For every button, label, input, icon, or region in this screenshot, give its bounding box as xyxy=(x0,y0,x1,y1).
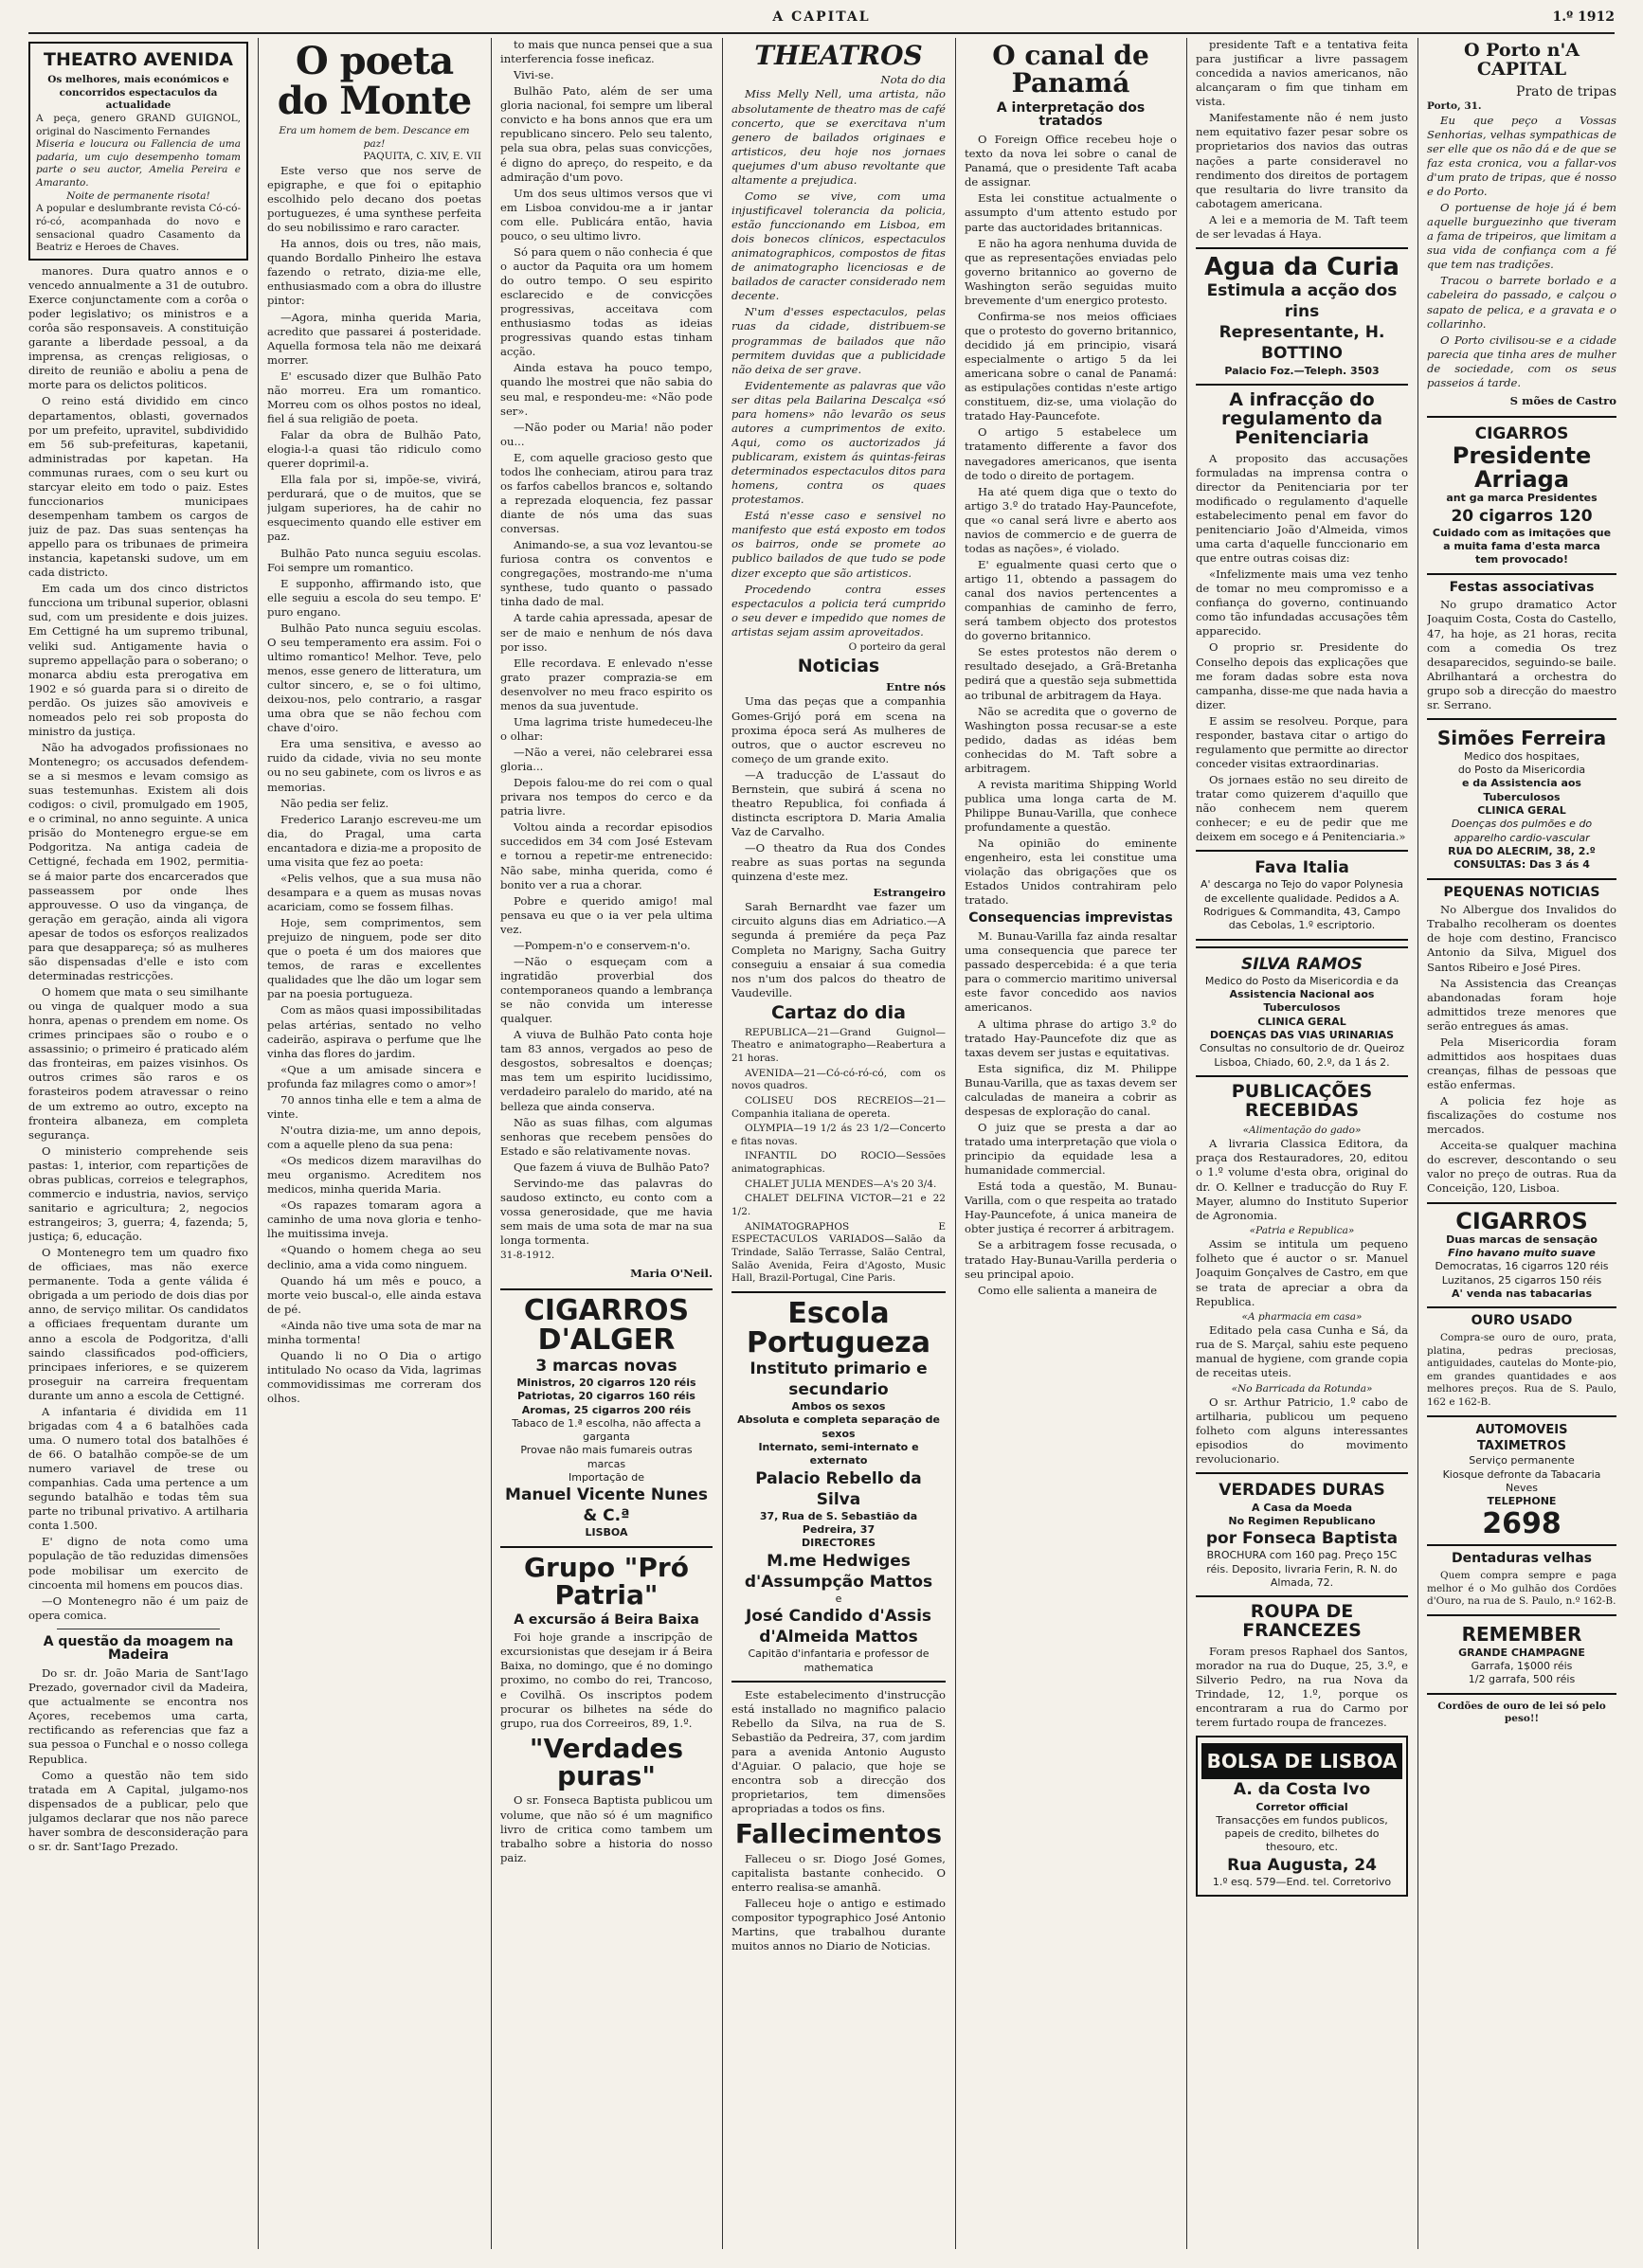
column-rule xyxy=(258,38,259,2249)
article-subheadline: Estrangeiro xyxy=(873,886,946,900)
article-paragraph: Não ha advogados profissionaes no Montenegro; os accusados defendem-se a si mesmos e levam comsigo as suas testemunhas. Existem ali dois codigos: o civil, promulgado em 1905, e o criminal, no anno seguinte. A unica prisão do Montenegro ergue-se em Podgoritza. Na antiga cadeia de Cettigné, fechada em 1902, permitia-se á maior parte dos encarcerados que passeassem por onde lhes approuvesse. O uso da vingança, de geração em geração, ainda ali vigora apesar de todos os esforços realizados para que desappareça; só as mulheres são dispensadas d'elle e isto com determinadas restricções. xyxy=(28,740,248,982)
article-headline: A questão da moagem na Madeira xyxy=(43,1633,234,1664)
ad-line: 3 marcas novas xyxy=(535,1356,677,1376)
article-signature: Maria O'Neil. xyxy=(630,1266,713,1280)
article-paragraph: Editado pela casa Cunha e Sá, da rua de S. Marçal, sahiu este pequeno manual de hygiene, com grande copia de receitas uteis. xyxy=(1196,1323,1408,1380)
article-headline: O canal de Panamá xyxy=(992,40,1149,99)
article-paragraph: Miss Melly Nell, uma artista, não absolutamente de theatro mas de café concerto, que se exercitava n'um genero de bailados originaes e artisticos, deu hoje nos jornaes quejumes d'um abuso revoltante que altamente a prejudica. xyxy=(731,87,946,187)
article-paragraph: O Porto civilisou-se e a cidade parecia que tinha ares de mulher de sociedade, com os seus passeios á tarde. xyxy=(1427,333,1616,389)
article-paragraph: O homem que mata o seu similhante ou vinga de qualquer modo a sua honra, apenas o prendem em nome. Os crimes principaes são o roubo e o assassinio; o primeiro é praticado além das fronteiras, em paizes visinhos. Os outros crimes são raros e os forasteiros podem atravessar o reino de um extremo ao outro, excepto na fronteira albaneza, em completa segurança. xyxy=(28,985,248,1142)
article-paragraph: A livraria Classica Editora, da praça dos Restauradores, 20, editou o 1.º volume d'esta obra, original do dr. O. Kellner e traducção do Ruy F. Mayer, alumno do Instituto Superior de Agronomia. xyxy=(1196,1137,1408,1222)
ad-line: Palacio Foz.—Teleph. 3503 xyxy=(1224,364,1380,377)
article-paragraph: Falleceu o sr. Diogo José Gomes, capitalista bastante conhecido. O enterro realisa-se amanhã. xyxy=(731,1851,946,1894)
automoveis-ad xyxy=(1427,1415,1616,1546)
column-rule xyxy=(491,38,492,2249)
ad-line: Capitão d'infantaria e professor de mathematica xyxy=(748,1647,930,1674)
ad-line: Transacções em fundos publicos, papeis de credito, bilhetes do thesouro, etc. xyxy=(1216,1813,1388,1854)
article-paragraph: Animando-se, a sua voz levantou-se furiosa contra os conventos e congregações, mostrando-me n'uma synthese, tudo quanto o passado tinha dado de mal. xyxy=(500,538,713,609)
article-headline: O poeta do Monte xyxy=(277,39,472,123)
article-signature: O porteiro da geral xyxy=(848,640,946,653)
article-subheadline: A excursão á Beira Baixa xyxy=(514,1611,699,1628)
ad-line: Garrafa, 1$000 réis xyxy=(1471,1660,1573,1673)
ad-line: Importação de xyxy=(568,1471,644,1484)
article-paragraph: Como se vive, com uma injustificavel tolerancia da policia, estão funccionando em Lisboa, em dois bonecos clínicos, espectaculos animatographicos, compostos de fitas de animatographo licenciosas e de bailados de caracter considerado nem decente. xyxy=(731,189,946,303)
article-paragraph: Como a questão não tem sido tratada em A Capital, julgamo-nos dispensados de a publicar, pelo que julgamos declarar que nos não parece haver sombra de desconsideração para o sr. dr. Sant'Iago Prezado. xyxy=(28,1768,248,1853)
article-paragraph: to mais que nunca pensei que a sua interferencia fosse ineficaz. xyxy=(500,38,713,66)
article-headline: O Porto n'A CAPITAL xyxy=(1463,40,1580,80)
article-paragraph: Evidentemente as palavras que vão ser ditas pela Bailarina Descalça «só para homens» não levarão os seus autores a cumprimentos de exito. Aqui, como os auctorizados já publicaram, existem ás quintas-feiras determinados espectaculos ditos para homens, contra os quaes protestamos. xyxy=(731,378,946,507)
article-paragraph: Vivi-se. xyxy=(514,68,554,82)
article-headline: Noticias xyxy=(797,656,880,677)
article-paragraph: O portuense de hoje já é bem aquelle burguezinho que tiveram a fama de tripeiros, que limitam a sua vida de confiança com a fé que tem nas tradições. xyxy=(1427,201,1616,272)
ad-line: LISBOA xyxy=(585,1526,628,1539)
article-headline: Cartaz do dia xyxy=(771,1001,906,1023)
article-paragraph: Está n'esse caso e sensivel no manifesto que está exposto em todos os bairros, onde se promete ao publico bailados de que tudo se pode dizer excepto que são artisticos. xyxy=(731,509,946,580)
ad-title: VERDADES DURAS xyxy=(1219,1481,1385,1501)
ad-line: A Casa da Moeda xyxy=(1251,1501,1353,1514)
epigraph-source: PAQUITA, C. XIV, E. VII xyxy=(363,151,481,163)
article-paragraph: Os jornaes estão no seu direito de tratar como quizerem d'aquillo que não conhecem nem querem conhecer; e eu de pedir que me deixem em socego e á Penitenciaria.» xyxy=(1196,773,1408,844)
article-date: 31-8-1912. xyxy=(500,1250,555,1262)
ad-line: Luzitanos, 25 cigarros 150 réis xyxy=(1441,1273,1602,1287)
cartaz-item: CHALET JULIA MENDES—A's 20 3/4. xyxy=(745,1178,937,1190)
article-paragraph: —Pompem-n'o e conservem-n'o. xyxy=(514,938,691,952)
article-paragraph: manores. Dura quatro annos e o vencedo annualmente a 31 de outubro. Exerce conjunctamente com a corôa o poder legislativo; os ministros e a corôa são responsaveis. A constituição garante a liberdade pessoal, a da imprensa, as crenças religiosas, o direito de reunião e aboliu a pena de morte para os delictos politicos. xyxy=(28,263,248,392)
bolsa-de-lisboa-ad xyxy=(1196,1736,1408,1897)
article-paragraph: Procedendo contra esses espectaculos a policia terá cumprido o seu dever e impedido que nomes de artistas sejam assim aproveitados. xyxy=(731,582,946,639)
ad-line: Assistencia Nacional aos Tuberculosos xyxy=(1229,988,1375,1015)
article-paragraph: Como elle salienta a maneira de xyxy=(978,1283,1158,1297)
article-paragraph: —Agora, minha querida Maria, acredito que passarei á posteridade. Aquella formosa tela não me deixará morrer. xyxy=(267,310,481,367)
ad-line: Cordões de ouro de lei só pelo peso!! xyxy=(1437,1700,1606,1725)
ad-line: e xyxy=(835,1592,842,1605)
article-paragraph: Depois falou-me do rei com o qual privara nos tempos do cerco e da patria livre. xyxy=(500,776,713,819)
article-paragraph: Compra-se ouro de ouro, prata, platina, pedras preciosas, antiguidades, cautelas do Monte-pio, em grandes quantidades e aos melhores preços. Rua de S. Paulo, 162 e 162-B. xyxy=(1427,1331,1616,1409)
ad-line: A' descarga no Tejo do vapor Polynesia de excellente qualidade. Pedidos a A. Rodrigues & Commandita, 43, Campo das Cebolas, 1.º escriptorio. xyxy=(1201,878,1403,932)
article-paragraph: «Os medicos dizem maravilhas do meu organismo. Acreditem nos medicos, minha querida Maria. xyxy=(267,1154,481,1197)
article-paragraph: Eu que peço a Vossas Senhorias, velhas sympathicas de ser elle que os não dá e de que se faz esta cronica, vou a fallar-vos d'um prato de tripas, que é nosso e do Porto. xyxy=(1427,113,1616,199)
article-paragraph: E' escusado dizer que Bulhão Pato não morreu. Era um romantico. Morreu com os olhos postos no ideal, fiel á sua religião de poeta. xyxy=(267,369,481,425)
article-paragraph: Esta lei constitue actualmente o assumpto d'um attento estudo por parte das auctoridades britannicas. xyxy=(965,191,1177,234)
article-headline: "Verdades puras" xyxy=(529,1732,684,1792)
ad-line: 1/2 garrafa, 500 réis xyxy=(1468,1673,1576,1686)
ad-title: BOLSA DE LISBOA xyxy=(1201,1743,1402,1779)
article-paragraph: Na Assistencia das Creanças abandonadas foram hoje admittidos treze menores que serão entregues ás amas. xyxy=(1427,976,1616,1033)
article-subheadline: Entre nós xyxy=(886,680,946,694)
ad-line: GRANDE CHAMPAGNE xyxy=(1458,1646,1585,1659)
ad-line: Corretor official xyxy=(1255,1800,1348,1813)
ad-line: Absoluta e completa separação de sexos xyxy=(737,1413,940,1440)
ad-line: Os melhores, mais económicos e concorridos espectaculos da actualidade xyxy=(47,73,229,112)
article-paragraph: «Infelizmente mais uma vez tenho de tomar no meu compromisso e a confiança do governo, continuando como tão infundadas accusações têm apparecido. xyxy=(1196,567,1408,639)
article-paragraph: O sr. Arthur Patricio, 1.º cabo de artilharia, publicou um pequeno folheto com alguns interessantes episodios do movimento revolucionario. xyxy=(1196,1395,1408,1467)
article-paragraph: Elle recordava. E enlevado n'esse grato prazer comprazia-se em desenvolver no meu fraco espirito os menos da sua juventude. xyxy=(500,656,713,712)
simoes-ferreira-ad xyxy=(1427,718,1616,880)
article-paragraph: Que fazem á viuva de Bulhão Pato? xyxy=(514,1160,710,1174)
article-paragraph: Servindo-me das palavras do saudoso extincto, eu conto com a vossa generosidade, que me havia sem mais de uma sota de mar na sua longa tormenta. xyxy=(500,1176,713,1248)
ad-line: Democratas, 16 cigarros 120 réis xyxy=(1435,1260,1609,1273)
article-paragraph: No grupo dramatico Actor Joaquim Costa, Costa do Castello, 47, ha hoje, as 21 horas, recita com a comedia Os trez desaparecidos, seguindo-se baile. Abrilhantará a orchestra do grupo sob a direcção do maestro sr. Serrano. xyxy=(1427,598,1616,711)
article-subheadline: «No Barricada da Rotunda» xyxy=(1231,1382,1373,1395)
article-headline: PUBLICAÇÕES RECEBIDAS xyxy=(1231,1080,1373,1121)
article-paragraph: Tracou o barrete borlado e a cabeleira do passado, e calçou o sapato de pelica, e a gravata e o collarinho. xyxy=(1427,274,1616,331)
epigraph: Era um homem de bem. Descance em paz! xyxy=(279,125,470,150)
article-paragraph: Quando li no O Dia o artigo intitulado No ocaso da Vida, lagrimas commovidissimas me correram dos olhos. xyxy=(267,1348,481,1406)
article-paragraph: A tarde cahia apressada, apesar de ser de maio e nenhum de nós dava por isso. xyxy=(500,611,713,654)
column-7 xyxy=(1427,38,1616,2249)
article-paragraph: Bulhão Pato, além de ser uma gloria nacional, foi sempre um liberal convicto e ha bons annos que era um republicano sincero. Pelo seu talento, pela sua obra, pelas suas convicções, é digno do apreço, do respeito, e da admiração d'um povo. xyxy=(500,84,713,184)
ad-line: TELEPHONE xyxy=(1487,1495,1557,1508)
article-paragraph: Não se acredita que o governo de Washington possa recusar-se a este pedido, dadas as idéas bem conhecidas do M. Taft sobre a arbitragem. xyxy=(965,704,1177,775)
article-paragraph: Pela Misericordia foram admittidos aos hospitaes duas creanças, filhas de pessoas que estão enfermas. xyxy=(1427,1035,1616,1091)
ad-line: Estimula a acção dos rins xyxy=(1206,281,1398,322)
article-paragraph: A policia fez hoje as fiscalizações do costume nos mercados. xyxy=(1427,1094,1616,1137)
article-paragraph: E, com aquelle gracioso gesto que todos lhe conheciam, atirou para traz os farfos cabellos brancos e, soltando a reprezada eloquencia, fez passar diante de nós uma das suas conversas. xyxy=(500,450,713,536)
article-paragraph: Ha até quem diga que o texto do artigo 3.º do tratado Hay-Pauncefote, que «o canal será livre e aberto aos navios de commercio e de guerra de todas as nações», é violado. xyxy=(965,484,1177,555)
article-paragraph: —Não o esqueçam com a ingratidão proverbial dos contemporaneos quando a lembrança se não convida um interesse qualquer. xyxy=(500,954,713,1026)
article-paragraph: —O theatro da Rua dos Condes reabre as suas portas na segunda quinzena d'este mez. xyxy=(731,841,946,884)
fava-italia-ad xyxy=(1196,850,1408,940)
column-4 xyxy=(731,38,946,2249)
ad-line: Duas marcas de sensação xyxy=(1446,1233,1598,1246)
silva-ramos-ad xyxy=(1196,946,1408,1077)
ad-line: A popular e deslumbrante revista Có-có-ró-có, acompanhada do novo e sensacional quadro Casamento da Beatriz e Heroes de Chaves. xyxy=(36,203,241,254)
article-paragraph: Falar da obra de Bulhão Pato, elogia-l-a quasi tão ridiculo como querer doprimil-a. xyxy=(267,428,481,471)
ad-line: BROCHURA com 160 pag. Preço 15C réis. Deposito, livraria Ferin, R. N. do Almada, 72. xyxy=(1206,1549,1398,1589)
article-paragraph: Manifestamente não é nem justo nem equitativo fazer pesar sobre os proprietarios dos navios das outras nações a parte consideravel no rendimento dos direitos de portagem que resultaria do livre transito da cabotagem americana. xyxy=(1196,111,1408,210)
ad-line: Medico dos hospitaes, xyxy=(1463,749,1580,763)
article-paragraph: Frederico Laranjo escreveu-me um dia, do Pragal, uma carta encantadora e dizia-me a proposito de uma visita que fez ao poeta: xyxy=(267,812,481,869)
ad-line: A' venda nas tabacarias xyxy=(1451,1287,1593,1300)
ad-line: RUA DO ALECRIM, 38, 2.º xyxy=(1448,844,1596,857)
article-signature: S mões de Castro xyxy=(1509,393,1616,407)
article-paragraph: —O Montenegro não é um paiz de opera comica. xyxy=(28,1593,248,1622)
article-paragraph: Do sr. dr. João Maria de Sant'Iago Prezado, governador civil da Madeira, que actualmente se encontra nos Açores, recebemos uma carta, rectificando as referencias que faz a sua pessoa o Funchal e o nosso collega Republica. xyxy=(28,1666,248,1766)
ad-line: Tabaco de 1.ª escolha, não affecta a garganta xyxy=(512,1416,701,1444)
article-paragraph: Foram presos Raphael dos Santos, morador na rua do Duque, 25, 3.º, e Silverio Pedro, na rua Nova da Trindade, 12, 1.º, porque os encontraram a rua do Carmo por terem furtado roupa de francezes. xyxy=(1196,1645,1408,1730)
article-headline: Fallecimentos xyxy=(734,1818,943,1850)
article-paragraph: Só para quem o não conhecia é que o auctor da Paquita ora um homem do outro tempo. O seu espirito esclarecido e de convicções progressivas, acceitava com enthusiasmo todas as ideias progressivas quando estas tinham acção. xyxy=(500,244,713,359)
article-paragraph: Bulhão Pato nunca seguiu escolas. Foi sempre um romantico. xyxy=(267,546,481,574)
article-paragraph: Pobre e querido amigo! mal pensava eu que o ia ver pela ultima vez. xyxy=(500,893,713,936)
article-paragraph: «Quando o homem chega ao seu declinio, ama a vida como ninguem. xyxy=(267,1243,481,1271)
article-paragraph: E não ha agora nenhuma duvida de que as representações enviadas pelo governo britannico ao governo de Washington serão seguidas muito brevemente d'um energico protesto. xyxy=(965,236,1177,307)
article-paragraph: Assim se intitula um pequeno folheto que é auctor o sr. Manuel Joaquim Gonçalves de Castro, em que se trata de apreciar a obra da Republica. xyxy=(1196,1237,1408,1308)
column-rule xyxy=(955,38,956,2249)
article-paragraph: Era uma sensitiva, e avesso ao ruido da cidade, vivia no seu monte ou no seu gabinete, com os livros e as memorias. xyxy=(267,737,481,794)
cartaz-item: COLISEU DOS RECREIOS—21—Companhia italiana de opereta. xyxy=(731,1094,946,1120)
column-5 xyxy=(965,38,1177,2249)
article-paragraph: A proposito das accusações formuladas na imprensa contra o director da Penitenciaria por ter modificado o regulamento d'aquelle estabelecimento penal em favor do penitenciario João d'Almeida, vimos uma carta d'aquelle funccionario em que entre outras coisas diz: xyxy=(1196,451,1408,566)
article-paragraph: Hoje, sem comprimentos, sem prejuizo de ninguem, pode ser dito que o poeta é um dos maiores que temos, de raras e excellentes qualidades que lhe dão um logar sem par na poesia portugueza. xyxy=(267,916,481,1001)
cartaz-item: ANIMATOGRAPHOS E ESPECTACULOS VARIADOS—Salão da Trindade, Salão Terrasse, Salão Central, Salão Avenida, Feira d'Agosto, Music Hall, Brazil-Portugal, Cine Paris. xyxy=(731,1220,946,1285)
ad-line: CONSULTAS: Das 3 ás 4 xyxy=(1453,858,1590,872)
article-paragraph: «Ainda não tive uma sota de mar na minha tormenta! xyxy=(267,1318,481,1346)
ad-line: Miseria e loucura ou Fallencia de uma padaria, um cujo desempenho tomam parte o seu auctor, Amelia Pereira e Amaranto. xyxy=(36,138,241,189)
article-paragraph: E' digno de nota como uma população de tão reduzidas dimensões pode mobilisar um exercito de cincoenta mil homens em poucos dias. xyxy=(28,1535,248,1592)
article-subheadline: Consequencias imprevistas xyxy=(968,910,1173,927)
ad-line: Ambos os sexos xyxy=(791,1400,886,1413)
ad-title: Agua da Curia xyxy=(1204,252,1399,281)
article-paragraph: Quando há um mês e pouco, a morte veio buscal-o, elle ainda estava de pé. xyxy=(267,1273,481,1316)
ad-line: Kiosque defronte da Tabacaria Neves xyxy=(1442,1467,1601,1495)
agua-da-curia-ad xyxy=(1196,247,1408,386)
cigarros-ad xyxy=(1427,1202,1616,1309)
article-headline: PEQUENAS NOTICIAS xyxy=(1443,884,1600,900)
article-paragraph: E assim se resolveu. Porque, para responder, bastava citar o artigo do regulamento que permitte ao director conceder visitas extraordinarias. xyxy=(1196,713,1408,770)
cartaz-item: INFANTIL DO ROCIO—Sessões animatographicas. xyxy=(731,1150,946,1176)
article-paragraph: Está toda a questão, M. Bunau-Varilla, com o que respeita ao tratado Hay-Pauncefote, á unica maneira de obter justiça é recorrer á arbitragem. xyxy=(965,1179,1177,1236)
ad-line: A peça, genero GRAND GUIGNOL, original do Nascimento Fernandes xyxy=(36,112,241,137)
column-1 xyxy=(28,38,248,2249)
article-paragraph: Sarah Bernardht vae fazer um circuito alguns dias em Adriatico.—A segunda á premiére da peça Paz Completa no Marigny, Sacha Guitry conseguiu a ensaiar á sua comedia nos n'um dos palcos do theatro de Vaudeville. xyxy=(731,900,946,999)
ad-line: 37, Rua de S. Sebastião da Pedreira, 37 xyxy=(759,1509,918,1537)
article-paragraph: Ainda estava ha pouco tempo, quando lhe mostrei que não sabia do seu mal, e respondeu-me: «Não pode ser». xyxy=(500,361,713,418)
article-headline: Dentaduras velhas xyxy=(1452,1551,1592,1567)
article-paragraph: A viuva de Bulhão Pato conta hoje tam 83 annos, vergados ao peso de desgostos, sobresaltos e doenças; mas tem um espirito lucidissimo, verdadeiro paralelo do marido, até na belleza que ainda conserva. xyxy=(500,1028,713,1113)
article-paragraph: —Não poder ou Maria! não poder ou... xyxy=(500,420,713,448)
article-paragraph: Acceita-se qualquer machina do escrever, descontando o seu valor no preço de outras. Rua da Conceição, 120, Lisboa. xyxy=(1427,1139,1616,1196)
article-paragraph: Na opinião do eminente engenheiro, esta lei constitue uma violação das obrigações que os Estados Unidos contrahiram pelo tratado. xyxy=(965,837,1177,908)
article-paragraph: O ministerio comprehende seis pastas: 1, interior, com repartições de obras publicas, correios e telegraphos, commercio e industria, navios, serviço sanitario e agricultura; 2, negocios estrangeiros; 3, guerra; 4, fazenda; 5, justiça; 6, educação. xyxy=(28,1143,248,1244)
column-rule xyxy=(1417,38,1418,2249)
article-headline: Festas associativas xyxy=(1449,579,1595,595)
article-paragraph: «Os rapazes tomaram agora a caminho de uma nova gloria e tenho-lhe muitissima inveja. xyxy=(267,1198,481,1241)
cartaz-item: CHALET DELFINA VICTOR—21 e 22 1/2. xyxy=(731,1193,946,1218)
article-paragraph: A revista maritima Shipping World publica uma longa carta de M. Philippe Bunau-Varilla, que conhece profundamente a questão. xyxy=(965,777,1177,835)
ad-line: Palacio Rebello da Silva xyxy=(755,1468,922,1509)
masthead-title: A CAPITAL xyxy=(772,9,871,25)
article-paragraph: No Albergue dos Invalidos do Trabalho recolheram os doentes de hoje com destino, Francisco Antonio da Silva, Miguel dos Santos Ribeiro e José Pires. xyxy=(1427,903,1616,974)
article-paragraph: E supponho, affirmando isto, que elle seguiu a escola do seu tempo. E' puro engano. xyxy=(267,576,481,619)
ad-title: Presidente Arriaga xyxy=(1452,442,1592,494)
article-paragraph: A ultima phrase do artigo 3.º do tratado Hay-Pauncefote diz que as taxas devem ser justas e equitativas. xyxy=(965,1017,1177,1059)
article-paragraph: Foi hoje grande a inscripção de excursionistas que desejam ir á Beira Baixa, no domingo, que é no domingo proximo, no combo do rei, Trancoso, e Covilhã. Os inscriptos podem procurar os bilhetes na séde do grupo, rua dos Correeiros, 89, 1.º. xyxy=(500,1630,713,1730)
ad-line: Consultas no consultorio de dr. Queiroz Lisboa, Chiado, 60, 2.º, da 1 ás 2. xyxy=(1200,1042,1404,1069)
article-paragraph: O juiz que se presta a dar ao tratado uma interpretação que viola o principio da equidade lesa a humanidade commercial. xyxy=(965,1120,1177,1178)
ad-line: Representante, H. BOTTINO xyxy=(1219,323,1385,364)
article-headline: ROUPA DE FRANCEZES xyxy=(1242,1601,1362,1642)
article-paragraph: Não as suas filhas, com algumas senhoras que recebem pensões do Estado e são relativamente novas. xyxy=(500,1115,713,1158)
article-paragraph: O Foreign Office recebeu hoje o texto da nova lei sobre o canal de Panamá, que o presidente Taft acaba de assignar. xyxy=(965,133,1177,189)
article-subheadline: Prato de tripas xyxy=(1516,83,1616,99)
ad-line: Cuidado com as imitações que a muita fama d'esta marca tem provocado! xyxy=(1432,526,1612,567)
ad-line: No Regimen Republicano xyxy=(1228,1514,1376,1527)
cigarros-dalger-ad xyxy=(500,1288,713,1548)
article-paragraph: O Montenegro tem um quadro fixo de officiaes, mas não exerce permanente. Toda a gente válida é obrigada a um periodo de dois dias por anno, de serviço militar. Os candidatos a officiaes frequentam durante um anno a escola de Podgoritza, d'alli saindo classificados pod-officiers, principaes inferiores, e se quizerem proseguir na carreira frequentam durante um anno a escola de Cettigné. xyxy=(28,1246,248,1402)
article-paragraph: «Que a um amisade sincera e profunda faz milagres como o amor»! xyxy=(267,1062,481,1090)
article-paragraph: Falleceu hoje o antigo e estimado compositor typographico José Antonio Martins, que trabalhou durante muitos annos no Diario de Noticias. xyxy=(731,1897,946,1953)
article-paragraph: —A traducção de L'assaut do Bernstein, que subirá á scena no theatro Republica, foi confiada á distincta escriptora D. Maria Amalia Vaz de Carvalho. xyxy=(731,767,946,839)
ad-line: Manuel Vicente Nunes & C.ª xyxy=(505,1485,708,1526)
article-paragraph: Não pedia ser feliz. xyxy=(280,796,389,810)
cartaz-item: OLYMPIA—19 1/2 ás 23 1/2—Concerto e fitas novas. xyxy=(731,1123,946,1147)
article-paragraph: Voltou ainda a recordar episodios succedidos em 34 com José Estevam e tornou a repetir-me entrenecido: Não sabe, minha querida, como é bonito ver a rua a chorar. xyxy=(500,820,713,891)
dateline: Porto, 31. xyxy=(1427,100,1482,113)
article-paragraph: 70 annos tinha elle e tem a alma de vinte. xyxy=(267,1092,481,1121)
article-paragraph: Um dos seus ultimos versos que vi em Lisboa convidou-me a ir jantar com elle. Publicára então, havia pouco, o seu ultimo livro. xyxy=(500,186,713,243)
article-paragraph: Quem compra sempre e paga melhor é o Mo gulhão dos Cordões d'Ouro, na rua de S. Paulo, n.º 162-B. xyxy=(1427,1569,1616,1608)
article-paragraph: O reino está dividido em cinco departamentos, oblasti, governados por um prefeito, upravitel, subdividido em 56 sub-prefeituras, kapetanii, administradas por kapetan. Ha communas ruraes, com o seu kurt ou starcyar eleito em todo o paiz. Estes funccionarios municipaes desempenham tambem os cargos de juiz de paz. Das suas sentenças ha appello para os tribunaes de primeira instancia, kapetanski sudove, um em cada districto. xyxy=(28,394,248,580)
article-paragraph: N'outra dizia-me, um anno depois, com a aquelle pleno da sua pena: xyxy=(267,1123,481,1152)
article-paragraph: Uma lagrima triste humedeceu-lhe o olhar: xyxy=(500,714,713,743)
column-2 xyxy=(267,38,481,2249)
escola-portugueza-ad xyxy=(731,1291,946,1683)
ad-line: A. da Costa Ivo xyxy=(1233,1780,1371,1800)
article-paragraph: Se estes protestos não derem o resultado desejado, a Grã-Bretanha pedirá que a questão seja submettida ao tribunal de arbitragem da Haya. xyxy=(965,645,1177,702)
article-paragraph: Este verso que nos serve de epigraphe, e que foi o epitaphio escolhido pelo decano dos poetas portuguezes, é uma synthese perfeita do seu nobilissimo e raro caracter. xyxy=(267,163,481,235)
article-headline: Grupo "Pró Patria" xyxy=(524,1551,689,1611)
ad-line: José Candido d'Assis d'Almeida Mattos xyxy=(745,1607,932,1647)
article-paragraph: Este estabelecimento d'instrucção está installado no magnifico palacio Rebello da Silva, na rua de S. Sebastião da Pedreira, 37, com jardim para a avenida Antonio Augusto d'Aguiar. O palacio, que hoje se encontra sob a direcção dos proprietarios, tem dimensões apropriadas a todos os fins. xyxy=(731,1687,946,1816)
masthead xyxy=(28,8,1615,34)
ad-line: M.me Hedwiges d'Assumpção Mattos xyxy=(744,1551,933,1592)
ad-title: Escola Portugueza xyxy=(747,1296,930,1360)
remember-ad xyxy=(1427,1614,1616,1695)
ad-line: ant ga marca Presidentes xyxy=(1446,492,1598,505)
ad-line: Rua Augusta, 24 xyxy=(1227,1855,1377,1875)
article-paragraph: A lei e a memoria de M. Taft teem de ser levadas á Haya. xyxy=(1196,212,1408,241)
article-paragraph: A infantaria é dividida em 11 brigadas com 4 a 6 batalhões cada uma. O numero total dos batalhões é de 66. O batalhão compõe-se de um numero variavel de trese ou companhias. Cada uma pertence a um segundo batalhão e todas têm sua parte no tribunal privativo. A artilharia conta 1.500. xyxy=(28,1404,248,1533)
ad-line: Fino havano muito suave xyxy=(1448,1246,1596,1259)
article-paragraph: —Não a verei, não celebrarei essa gloria... xyxy=(500,746,713,774)
ad-line: 1.º esq. 579—End. tel. Corretorivo xyxy=(1212,1875,1392,1888)
article-paragraph: M. Bunau-Varilla faz ainda resaltar uma consequencia que parece ter passado despercebida: é a que teria para o commercio maritimo universal este favor concedido aos navios americanos. xyxy=(965,929,1177,1015)
article-headline: OURO USADO xyxy=(1471,1313,1573,1329)
ad-line: Noite de permanente risota! xyxy=(66,189,210,202)
column-6 xyxy=(1196,38,1408,2249)
article-subheadline: «A pharmacia em casa» xyxy=(1241,1310,1363,1323)
article-paragraph: «Pelis velhos, que a sua musa não desampara e a quem as musas novas acariciam, como se fossem filhas. xyxy=(267,871,481,914)
ad-line: Doenças dos pulmões e do apparelho cardio-vascular xyxy=(1451,818,1593,844)
ad-title: SILVA RAMOS xyxy=(1241,954,1363,974)
ad-title: THEATRO AVENIDA xyxy=(44,49,233,70)
article-paragraph: Em cada um dos cinco districtos funcciona um tribunal superior, oblasni sud, com um presidente e dois juizes. Em Cettigné ha um supremo tribunal, veliki sud. Antigamente havia o supremo appellação para o soberano; o monarca abdiu esta prerogativa em 1902 e só guarda para si o direito de perdão. Os juizes são amoviveis e nomeados pelo rei sob proposta do ministro da justiça. xyxy=(28,582,248,738)
ad-line: CLINICA GERAL xyxy=(1477,804,1566,818)
article-paragraph: Ha annos, dois ou tres, não mais, quando Bordallo Pinheiro lhe estava fazendo o retrato, dizia-me elle, enthusiasmado com a obra do illustre pintor: xyxy=(267,237,481,308)
article-headline: A infracção do regulamento da Penitenciaria xyxy=(1220,388,1383,448)
ad-line: Serviço permanente xyxy=(1469,1454,1575,1467)
ad-line: Provae não mais fumareis outras marcas xyxy=(520,1444,693,1470)
ad-title: CIGARROS D'ALGER xyxy=(523,1293,690,1358)
column-3 xyxy=(500,38,713,2249)
ad-line: Patriotas, 20 cigarros 160 réis xyxy=(517,1390,695,1403)
article-paragraph: O sr. Fonseca Baptista publicou um volume, que não só é um magnifico livro de critica como tambem um trabalho sobre a historia do nosso paiz. xyxy=(500,1793,713,1864)
ad-title: Fava Italia xyxy=(1255,858,1349,878)
column-rule xyxy=(1186,38,1187,2249)
ad-line: Internato, semi-internato e externato xyxy=(758,1440,919,1467)
article-paragraph: Confirma-se nos meios officiaes que o protesto do governo britannico, decidido já em principio, visará especialmente o artigo 5 da lei americana sobre o canal de Panamá: as estipulações contidas n'este artigo constituem, diz-se, uma violação do tratado Hay-Pauncefote. xyxy=(965,309,1177,423)
article-paragraph: O artigo 5 estabelece um tratamento differente a favor dos navegadores americanos, que isenta de todo o direito de portagem. xyxy=(965,425,1177,482)
ad-line: Aromas, 25 cigarros 200 réis xyxy=(521,1403,692,1416)
verdades-duras-ad xyxy=(1196,1472,1408,1597)
ad-line: 20 cigarros 120 xyxy=(1451,506,1593,526)
ad-title: CIGARROS xyxy=(1455,1207,1588,1234)
ad-title: AUTOMOVEIS TAXIMETROS xyxy=(1475,1422,1568,1453)
ad-line: CIGARROS xyxy=(1474,423,1569,443)
section-title: THEATROS xyxy=(754,40,923,71)
article-paragraph: O proprio sr. Presidente do Conselho depois das explicações que me foram dadas sobre esta nova campanha, disse-me que nada havia a dizer. xyxy=(1196,640,1408,711)
article-paragraph: presidente Taft e a tentativa feita para justificar a livre passagem concedida a navios americanos, não alcançaram o fim que tinham em vista. xyxy=(1196,38,1408,109)
article-paragraph: E' egualmente quasi certo que o artigo 11, obtendo a passagem do canal dos navios pertencentes a companhias de caminho de ferro, será tambem objecto dos protestos do governo britannico. xyxy=(965,557,1177,643)
article-paragraph: Esta significa, diz M. Philippe Bunau-Varilla, que as taxas devem ser calculadas de maneira a cobrir as despesas de exploração do canal. xyxy=(965,1061,1177,1118)
ad-title: REMEMBER xyxy=(1461,1622,1582,1646)
theatro-avenida-ad xyxy=(28,42,248,261)
ad-line: e da Assistencia aos Tuberculosos xyxy=(1462,777,1581,803)
column-rule xyxy=(722,38,723,2249)
ad-line: por Fonseca Baptista xyxy=(1205,1529,1399,1549)
ad-title: Simões Ferreira xyxy=(1436,726,1607,749)
article-paragraph: N'um d'esses espectaculos, pelas ruas da cidade, distribuem-se programmas de bailados que não permitem duvidas que a publicidade não deixa de ser grave. xyxy=(731,305,946,376)
presidente-arriaga-ad xyxy=(1427,416,1616,575)
article-paragraph: Se a arbitragem fosse recusada, o tratado Hay-Bunau-Varilla perderia o seu principal apoio. xyxy=(965,1238,1177,1281)
ad-line: DIRECTORES xyxy=(801,1537,876,1550)
article-subheadline: «Alimentação do gado» xyxy=(1242,1124,1362,1136)
masthead-date: 1.º 1912 xyxy=(1552,9,1615,25)
article-paragraph: Uma das peças que a companhia Gomes-Grijó porá em scena na proxima época será As mulheres de outros, que o auctor escreveu no começo de um grande exito. xyxy=(731,694,946,765)
article-paragraph: Com as mãos quasi impossibilitadas pelas artérias, sentado no velho cadeirão, aspirava o perfume que lhe vinha das flores do jardim. xyxy=(267,1003,481,1060)
cartaz-item: REPUBLICA—21—Grand Guignol—Theatro e animatographo—Reabertura a 21 horas. xyxy=(731,1026,946,1064)
ad-line: Ministros, 20 cigarros 120 réis xyxy=(516,1376,696,1389)
article-subheadline: «Patria e Republica» xyxy=(1249,1224,1355,1236)
ad-line: Medico do Posto da Misericordia e da xyxy=(1204,974,1399,987)
ad-line: do Posto da Misericordia xyxy=(1457,764,1586,777)
section-subtitle: Nota do dia xyxy=(880,73,946,87)
cartaz-item: AVENIDA—21—Có-có-ró-có, com os novos quadros. xyxy=(731,1067,946,1092)
article-paragraph: Bulhão Pato nunca seguiu escolas. O seu temperamento era assim. Foi o ultimo romantico! Melhor. Teve, pelo menos, esse genero de litteratura, um cultor sincero, e, se o foi ultimo, deixou-nos, pelo contrario, a rasgar uma obra que se não fechou com chave d'oiro. xyxy=(267,621,481,735)
ad-line: Instituto primario e secundario xyxy=(749,1359,928,1399)
ad-line: DOENÇAS DAS VIAS URINARIAS xyxy=(1209,1028,1395,1041)
article-paragraph: Ella fala por si, impõe-se, vivirá, perdurará, que o de muitos, que se julgam superiores, ha de cahir no esquecimento quando elle estiver em paz. xyxy=(267,473,481,544)
article-subheadline: A interpretação dos tratados xyxy=(996,99,1146,130)
telephone-number: 2698 xyxy=(1482,1506,1562,1540)
ad-line: CLINICA GERAL xyxy=(1257,1015,1346,1028)
